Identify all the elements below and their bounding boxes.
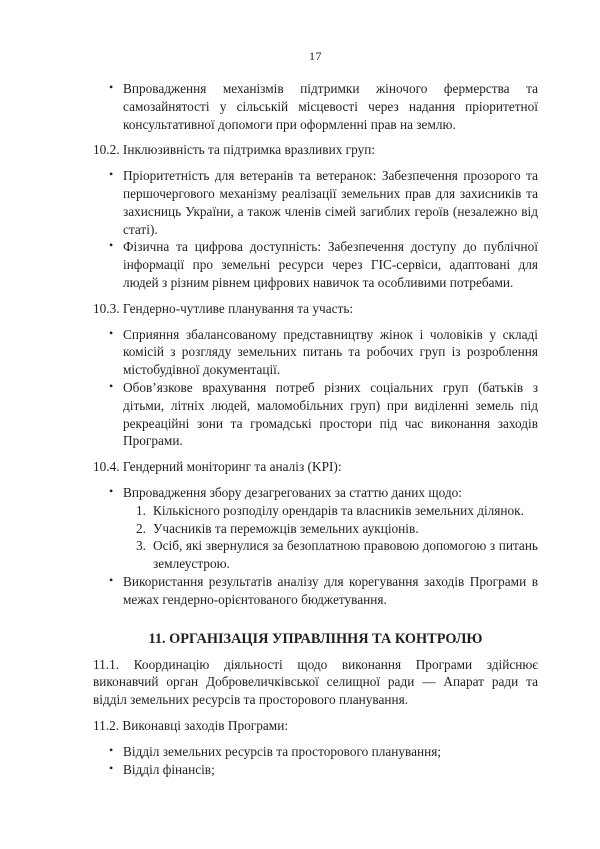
list-item-text: Відділ земельних ресурсів та просторового планування; [123,743,442,759]
bullet-icon: • [109,325,114,340]
list-item [93,167,538,238]
paragraph-10-2: 10.2. Інклюзивність та підтримка вразливих груп: [93,142,376,158]
bullet-icon: • [109,80,114,94]
paragraph-11-1: 11.1. Координацію діяльності щодо виконання Програми здійснює виконавчий орган Добровеличківської селищної ради — Апарат ради та відділ земельних ресурсів та просторового планування. [93,656,538,708]
numbered-item [123,537,538,573]
numbered-item-text: Учасників та переможців земельних аукціонів. [153,520,419,536]
bullet-icon: • [109,483,114,498]
list-item [93,484,538,573]
list-item-text: Відділ фінансів; [123,761,215,777]
kpi-numbered-list [123,502,538,573]
bullet-icon: • [109,572,114,587]
numbered-item-text: Кількісного розподілу орендарів та власників земельних ділянок. [153,502,524,518]
list-10-3 [93,326,538,451]
list-10-2 [93,167,538,292]
paragraph-10-3: 10.3. Гендерно-чутливе планування та участь: [93,300,354,316]
list-item-text: Впровадження механізмів підтримки жіночого фермерства та самозайнятості у сільській місцевості через надання пріоритетної консультативної допомоги при оформленні прав на землю. [123,81,538,132]
list-item-text: Пріоритетність для ветеранів та ветеранок: Забезпечення прозорого та першочергового механізму реалізації земельних прав для захисників та захисниць України, а також членів сімей загиблих героїв (незалежно від статі). [123,168,538,237]
list-item [93,761,538,779]
numbered-item [123,502,538,520]
list-item-text: Використання результатів аналізу для корегування заходів Програми в межах гендерно-орієнтованого бюджетування. [123,573,538,607]
list-10-4 [93,484,538,609]
list-item [93,326,538,379]
numbered-item [123,520,538,538]
list-item [93,743,538,761]
bullet-icon: • [109,238,114,253]
list-11-2 [93,743,538,779]
list-item [93,80,538,133]
list-item-text: Впровадження збору дезагрегованих за статтю даних щодо: [123,484,462,500]
section-11-title: 11. ОРГАНІЗАЦІЯ УПРАВЛІННЯ ТА КОНТРОЛЮ [148,630,483,647]
page-number: 17 [309,49,322,63]
bullet-icon: • [109,742,114,757]
paragraph-10-4: 10.4. Гендерний моніторинг та аналіз (KPI): [93,459,342,475]
bullet-icon: • [109,378,114,393]
list-item [93,379,538,450]
carryover-bullet-list [93,80,538,133]
list-item-text: Обов’язкове врахування потреб різних соціальних груп (батьків з дітьми, літніх людей, маломобільних груп) при виділенні земель під рекреаційні зони та громадські простори під час виконання заходів Програми. [123,379,538,449]
list-number: 3. [136,538,146,554]
list-number: 2. [136,520,146,536]
list-item [93,238,538,291]
paragraph-11-2: 11.2. Виконавці заходів Програми: [93,717,289,733]
bullet-icon: • [109,760,114,775]
list-number: 1. [136,502,146,518]
list-item [93,573,538,609]
list-item-text: Фізична та цифрова доступність: Забезпечення доступу до публічної інформації про земельні ресурси через ГІС-сервіси, адаптовані для людей з різним рівнем цифрових навичок та особливими потребами. [123,239,538,290]
list-item-text: Сприяння збалансованому представництву жінок і чоловіків у складі комісій з розгляду земельних питань та робочих груп із розроблення містобудівної документації. [123,326,538,378]
numbered-item-text: Осіб, які звернулися за безоплатною правовою допомогою з питань землеустрою. [153,538,538,572]
bullet-icon: • [109,167,114,182]
